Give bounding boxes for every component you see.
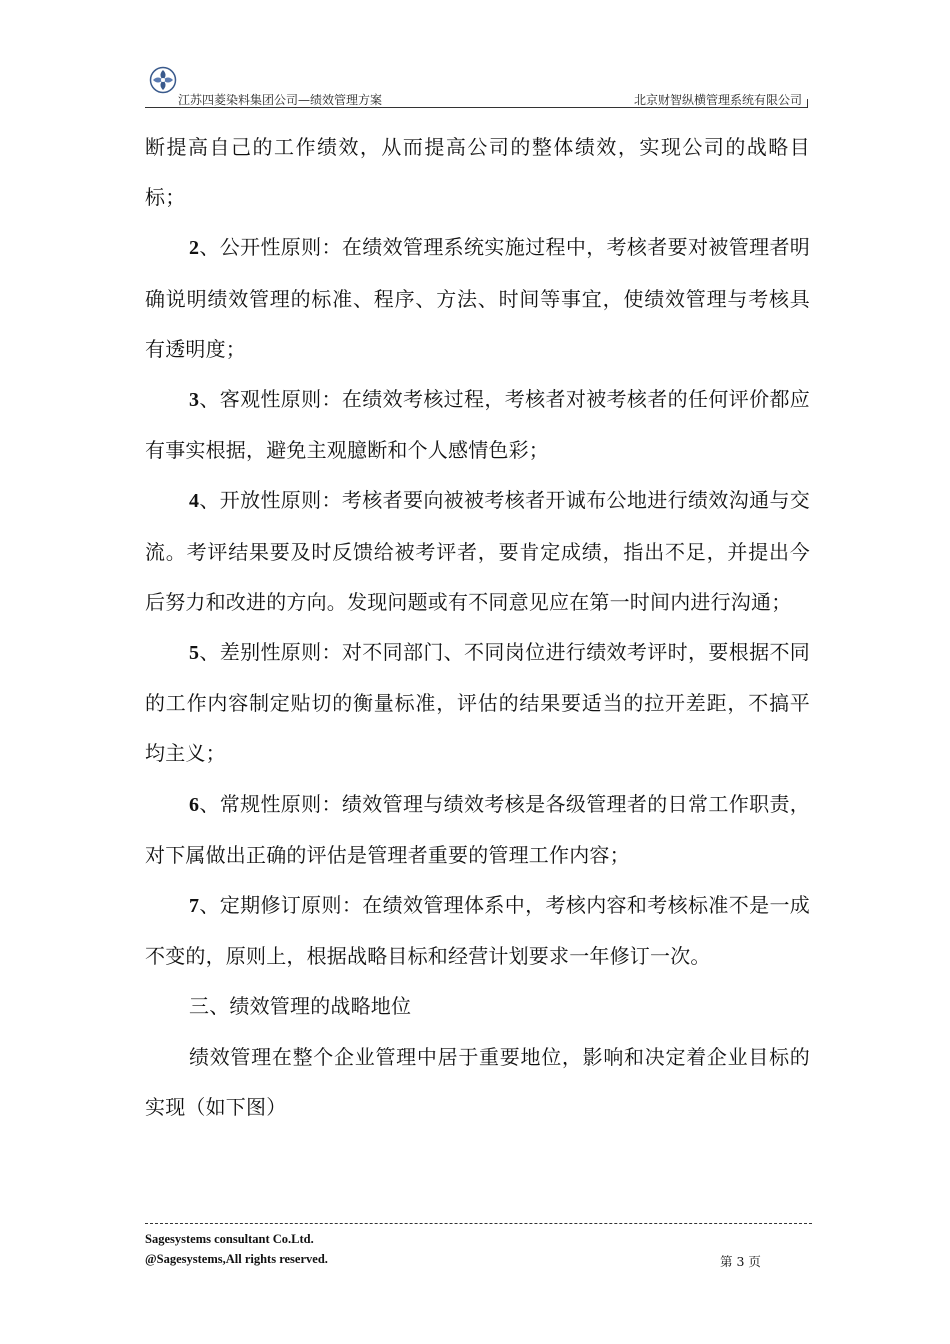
paragraph-6-number: 7 bbox=[189, 895, 200, 918]
paragraph-2-number: 3 bbox=[189, 389, 200, 412]
paragraph-6-text: 、定期修订原则：在绩效管理体系中，考核内容和考核标准不是一成不变的，原则上，根据战略目标和经营计划要求一年修订一次。 bbox=[145, 893, 810, 969]
header-left-title: 江苏四菱染料集团公司—绩效管理方案 bbox=[178, 93, 383, 107]
paragraph-3-number: 4 bbox=[189, 490, 200, 513]
paragraph-3 bbox=[145, 475, 810, 627]
header-divider bbox=[145, 107, 808, 108]
document-body bbox=[145, 122, 810, 1132]
paragraph-5-text: 、常规性原则：绩效管理与绩效考核是各级管理者的日常工作职责，对下属做出正确的评估是管理者重要的管理工作内容； bbox=[145, 791, 810, 867]
paragraph-2 bbox=[145, 374, 810, 475]
company-logo-icon bbox=[149, 66, 177, 94]
paragraph-8-text: 绩效管理在整个企业管理中居于重要地位，影响和决定着企业目标的实现（如下图） bbox=[145, 1044, 810, 1119]
section-heading bbox=[145, 981, 810, 1031]
paragraph-1 bbox=[145, 222, 810, 374]
paragraph-5 bbox=[145, 779, 810, 880]
footer-company: Sagesystems consultant Co.Ltd. bbox=[145, 1232, 314, 1246]
paragraph-6 bbox=[145, 880, 810, 981]
paragraph-1-text: 、公开性原则：在绩效管理系统实施过程中，考核者要对被管理者明确说明绩效管理的标准、程序、方法、时间等事宜，使绩效管理与考核具有透明度； bbox=[145, 235, 810, 361]
paragraph-0-text: 断提高自己的工作绩效，从而提高公司的整体绩效，实现公司的战略目标； bbox=[145, 135, 810, 210]
section-heading-text: 三、绩效管理的战略地位 bbox=[189, 994, 412, 1019]
paragraph-2-text: 、客观性原则：在绩效考核过程，考核者对被考核者的任何评价都应有事实根据，避免主观臆断和个人感情色彩； bbox=[145, 387, 810, 463]
paragraph-5-number: 6 bbox=[189, 793, 200, 816]
paragraph-3-text: 、开放性原则：考核者要向被被考核者开诚布公地进行绩效沟通与交流。考评结果要及时反馈给被考评者，要肯定成绩，指出不足，并提出今后努力和改进的方向。发现问题或有不同意见应在第一时间内进行沟通； bbox=[145, 488, 810, 614]
header-right-title: 北京财智纵横管理系统有限公司 bbox=[633, 93, 802, 107]
paragraph-4 bbox=[145, 627, 810, 779]
paragraph-1-number: 2 bbox=[189, 237, 200, 260]
footer-divider bbox=[145, 1223, 812, 1224]
footer-rights: @Sagesystems,All rights reserved. bbox=[145, 1252, 328, 1266]
paragraph-4-text: 、差别性原则：对不同部门、不同岗位进行绩效考评时，要根据不同的工作内容制定贴切的衡量标准，评估的结果要适当的拉开差距，不搞平均主义； bbox=[145, 640, 810, 766]
header-divider-tick bbox=[807, 99, 808, 108]
paragraph-4-number: 5 bbox=[189, 642, 200, 665]
page-number: 第 3 页 bbox=[720, 1254, 761, 1269]
paragraph-8 bbox=[145, 1032, 810, 1132]
paragraph-0 bbox=[145, 122, 810, 222]
